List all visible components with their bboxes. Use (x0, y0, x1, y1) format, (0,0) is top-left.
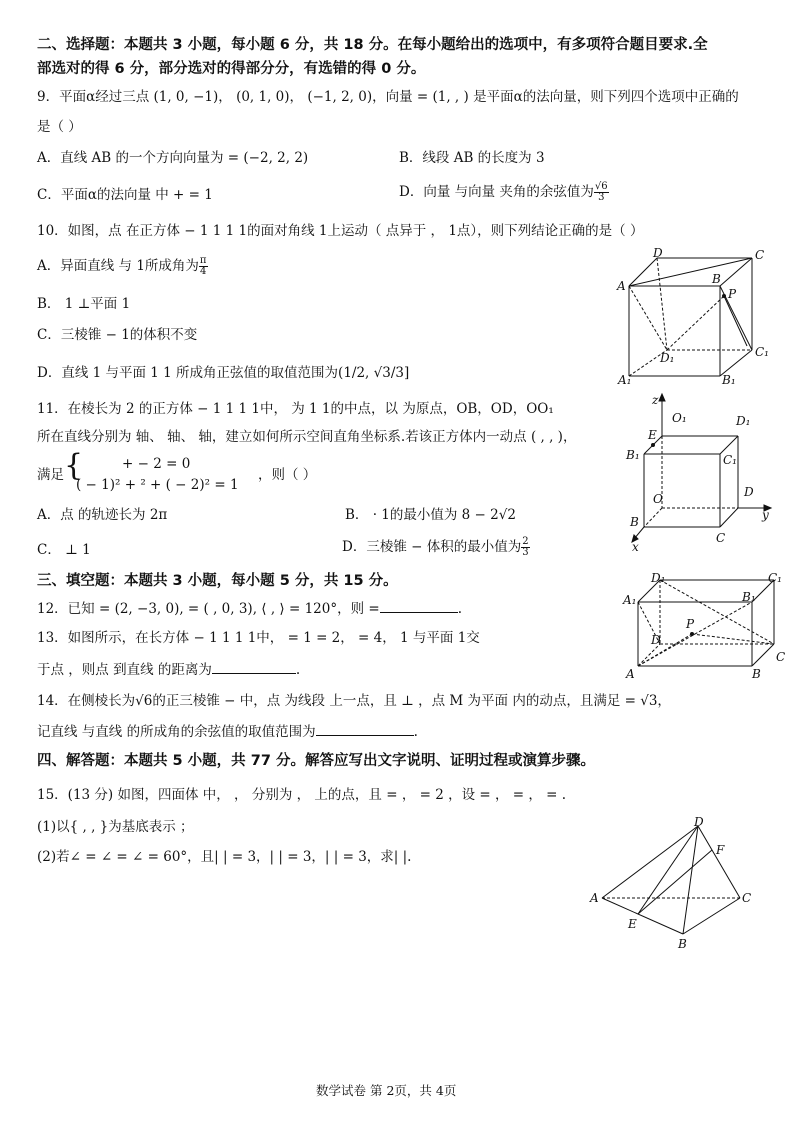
fig13-label-A1: A₁ (623, 593, 637, 607)
q13-answer-blank[interactable] (212, 660, 296, 674)
q15-stem: 15．(13 分) 如图，四面体 中， ， 分别为 ， 上的点，且 = ， = 2 ，设 = ， = ， = . (37, 787, 567, 803)
q10-option-d-text: D．直线 1 与平面 1 1 所成角正弦值的取值范围为 (37, 365, 339, 381)
fig10-label-A1: A₁ (618, 373, 632, 386)
q11-option-a: A．点 的轨迹长为 2π (37, 507, 168, 523)
section4-heading: 四、解答题：本题共 5 小题，共 77 分。解答应写出文字说明、证明过程或演算步骤。 (37, 753, 595, 769)
fig11-label-C: C (716, 531, 726, 545)
q15-part2: (2)若∠ = ∠ = ∠ = 60°，且| | = 3，| | = 3，| | = 3，求| |. (37, 849, 412, 865)
q13-stem-line1: 13．如图所示，在长方体 − 1 1 1 1中， = 1 = 2， = 4， 1 与平面 1交 (37, 630, 480, 646)
fraction-denominator: 3 (522, 547, 529, 558)
fig13-label-D: D (651, 633, 661, 647)
q10-cube-figure (612, 246, 782, 386)
q10-option-a (37, 256, 208, 277)
section3-heading: 三、填空题：本题共 3 小题，每小题 5 分，共 15 分。 (37, 573, 398, 589)
fig13-label-P: P (686, 617, 695, 631)
q10-option-b: B． 1 ⊥平面 1 (37, 296, 131, 312)
fig11-label-O: O (653, 492, 663, 506)
fig11-label-O1: O₁ (672, 411, 687, 425)
fig11-label-x: x (632, 540, 639, 552)
q9-option-c: C．平面α的法向量 中 + = 1 (37, 187, 213, 203)
fraction-numerator: √6 (594, 181, 608, 192)
q10-stem: 10．如图，点 在正方体 − 1 1 1 1的面对角线 1上运动（ 点异于 ， 1点），则下列结论正确的是（ ） (37, 223, 644, 239)
fig15-label-D: D (694, 815, 704, 829)
q14-text: 记直线 与直线 的所成角的余弦值的取值范围为 (37, 724, 316, 740)
q11-fraction (521, 537, 529, 558)
fig10-label-D1: D₁ (660, 351, 675, 365)
q10-fraction (199, 256, 208, 277)
q11-brace: { (64, 448, 84, 483)
q11-stem-line2: 所在直线分别为 轴、 轴、 轴，建立如何所示空间直角坐标系.若该正方体内一动点 ( , , )， (37, 429, 577, 445)
fraction-numerator: π (199, 255, 207, 266)
fig11-label-D: D (744, 485, 754, 499)
fig15-label-F: F (716, 843, 725, 857)
q11-manzu: 满足 (37, 467, 64, 483)
fraction-denominator: 3 (598, 192, 605, 203)
fig11-label-D1: D₁ (736, 414, 751, 428)
q11-option-b: B． · 1的最小值为 8 − 2√2 (345, 507, 516, 523)
q11-equation-2: ( − 1)² + ² + ( − 2)² = 1 (76, 477, 239, 493)
q11-option-d (342, 537, 530, 558)
q12-answer-blank[interactable] (380, 599, 458, 613)
fig13-label-A: A (626, 667, 635, 681)
q12-text: 12．已知 = (2, −3, 0), = ( , 0, 3), ⟨ , ⟩ = 120°，则 = (37, 601, 380, 617)
fraction-denominator: 4 (200, 266, 207, 277)
fig10-label-A: A (617, 279, 626, 293)
q10-option-d (37, 364, 409, 382)
q11-stem-line1: 11．在棱长为 2 的正方体 − 1 1 1 1中， 为 1 1的中点，以 为原点，OB，OD，OO₁ (37, 401, 554, 417)
q9-option-d-text: D．向量 与向量 夹角的余弦值为 (399, 184, 594, 200)
q11-equation-1: + − 2 = 0 (122, 456, 191, 472)
fig11-label-C1: C₁ (723, 453, 737, 467)
fig13-label-D1: D₁ (651, 571, 666, 585)
section2-heading-line1: 二、选择题：本题共 3 小题，每小题 6 分，共 18 分。在每小题给出的选项中，有多项符合题目要求.全 (37, 37, 708, 53)
q9-stem-line2: 是（ ） (37, 119, 82, 135)
fig13-label-C: C (776, 650, 786, 664)
q11-option-d-text: D．三棱锥 − 体积的最小值为 (342, 539, 522, 555)
fig11-label-z: z (652, 393, 659, 407)
q13-cuboid-figure (618, 570, 788, 682)
fig10-label-P: P (728, 287, 737, 301)
q11-after: ，则（ ） (258, 467, 317, 483)
fig13-label-B: B (752, 667, 761, 681)
fig10-label-D: D (653, 246, 663, 260)
fig10-label-C: C (755, 248, 765, 262)
fig11-label-B1: B₁ (626, 448, 640, 462)
q9-option-b: B．线段 AB 的长度为 3 (399, 150, 545, 166)
fig11-label-B: B (630, 515, 639, 529)
q13-stem-line2: 于点 ，则点 到直线 的距离为 . (37, 662, 301, 678)
fig10-label-C1: C₁ (755, 345, 769, 359)
q14-stem-line1: 14．在侧棱长为√6的正三棱锥 − 中，点 为线段 上一点，且 ⊥ ，点 M 为平面 内的动点，且满足 = √3， (37, 693, 671, 709)
fraction-numerator: 2 (522, 536, 529, 547)
fig15-label-C: C (742, 891, 752, 905)
fig15-label-A: A (590, 891, 599, 905)
q15-tetrahedron-figure (588, 814, 768, 954)
q9-option-a: A．直线 AB 的一个方向向量为 = (−2, 2, 2) (37, 150, 309, 166)
q9-option-d (399, 182, 609, 203)
q10-option-c: C．三棱锥 − 1的体积不变 (37, 327, 198, 343)
q9-fraction (594, 182, 609, 203)
fig15-label-E: E (628, 917, 637, 931)
section2-heading-line2: 部选对的得 6 分，部分选对的得部分分，有选错的得 0 分。 (37, 61, 426, 77)
fig10-label-B1: B₁ (722, 373, 736, 386)
q14-answer-blank[interactable] (316, 722, 414, 736)
page-footer: 数学试卷 第 2页，共 4页 (316, 1083, 457, 1098)
fig13-label-B1: B₁ (742, 590, 756, 604)
q9-stem-line1: 9．平面α经过三点 (1, 0, −1)， (0, 1, 0)， (−1, 2, 0)，向量 = (1, , ) 是平面α的法向量，则下列四个选项中正确的 (37, 89, 739, 105)
q13-text: 于点 ，则点 到直线 的距离为 (37, 662, 212, 678)
fig15-label-B: B (678, 937, 687, 951)
q11-cube-axes-figure (620, 392, 780, 552)
q12-stem: 12．已知 = (2, −3, 0), = ( , 0, 3), ⟨ , ⟩ = 120°，则 = . (37, 601, 463, 617)
q10-option-a-text: A．异面直线 与 1所成角为 (37, 258, 199, 274)
q11-option-c: C． ⊥ 1 (37, 542, 91, 558)
q15-part1: (1)以{ , , }为基底表示 ； (37, 819, 194, 835)
fig11-label-y: y (762, 508, 769, 522)
q14-stem-line2: 记直线 与直线 的所成角的余弦值的取值范围为 . (37, 724, 418, 740)
fig11-label-E: E (648, 428, 657, 442)
q10-range: (1/2, √3/3] (338, 365, 410, 381)
fig13-label-C1: C₁ (768, 571, 782, 585)
fig10-label-B: B (712, 272, 721, 286)
